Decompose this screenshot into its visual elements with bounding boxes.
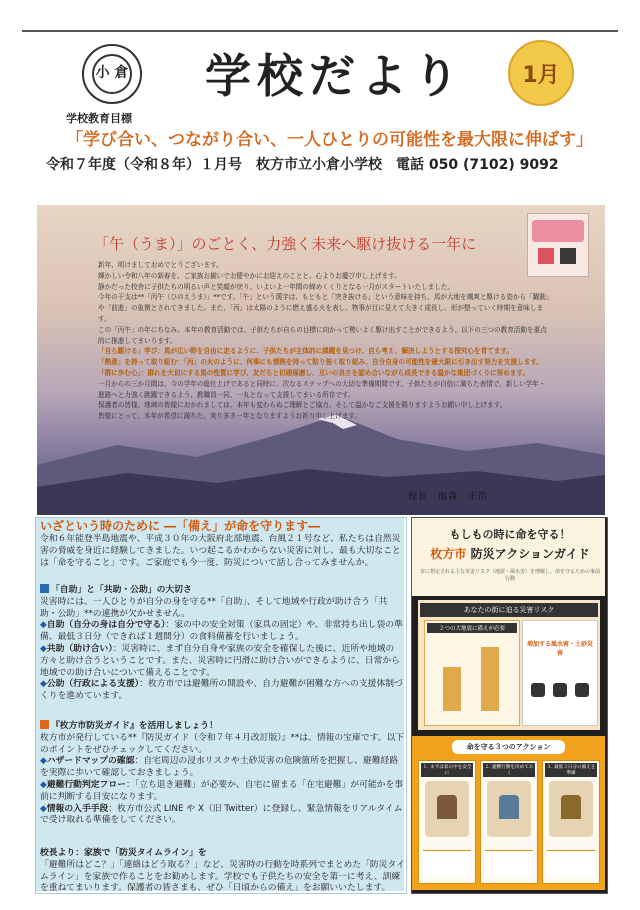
section-timeline: 校長より：家族で「防災タイムライン」を 「避難所はどこ？」「連絡はどう取る？」など、災害時の行動を時系列でまとめた「防災タイムライン」を家族で作ることをお勧めします。学校でも子供たちの安全を第一に考え、訓練を重ねてまいります。保護者の皆さまも、ぜひ「日頃からの備え」をお願いいたします。 — [40, 848, 405, 894]
message-body: 新年、明けましておめでとうございます。 輝かしい令和八年の新春を、ご家族お揃いでお健やかにお迎えのことと、心よりお慶び申し上げます。 静かだった校舎に子供たちの明るい声と笑顔が戻り、いよいよ一年間の締めくくりとなる一月がスタートいたしました。 今年の干支は**「丙午（ひのえうま）」**です。「午」という漢字は、もともと「突き抜ける」という意味を持ち、馬が大地を颯爽と駆ける姿から「躍動」や「前進」の象徴とされてきました。また、「丙」は太陽のように燃え盛る火を表し、物事が目に見えて大きく成長し、形が整っていく時期を意味します。 この「丙午」の年にちなみ、本年の教育活動では、子供たちが自らの目標に向かって勢いよく駆け出すことができるよう、以下の三つの教育活動を重点的に推進してまいります。 「自ら駆ける」学び：馬が広い野を自由に走るように、子供たちが主体的に課題を見つけ、自ら考え、解決しようとする探究心を育てます。 「熱意」を持って取り組む：「丙」の火のように、何事にも情熱を持って粘り強く取り組み、自分自身の可能性を最大限に引き出す努力を支援します。 「群に歩む心」：群れを大切にする馬の性質に学び、友だちと切磋琢磨し、互いの良さを認め合いながら成長できる温かな集団づくりに努めます。 一月からの三か月間は、今の学年の総仕上げであると同時に、次なるステップへの大切な準備期間です。子供たちが自信に満ちた表情で、新しい学年・進路へと力強く跳躍できるよう、教職員一同、一丸となって支援してまいる所存です。 保護者の皆様、地域の皆様におかれましては、本年も変わらぬご理解とご協力、そして温かなご支援を賜りますようお願い申し上げます。 皆様にとって、本年が希望に満ちた、実り多き一年となりますようお祈り申し上げます。 — [98, 261, 550, 421]
action-card-2: ２. 避難行動を決めておく — [480, 760, 538, 884]
guide-subtitle: 市に想定される主な災害リスク（地震・風水害）を理解し、命を守るための事前行動 — [420, 569, 600, 582]
rain-icon — [531, 683, 545, 697]
risk-bar — [443, 667, 461, 711]
guide-line1: もしもの時に命を守る！ — [449, 528, 571, 541]
top-rule — [22, 30, 618, 32]
action-card-1: １. まずは家の中を安全に — [418, 760, 476, 884]
newsletter-title: 学校だより — [205, 49, 465, 103]
guide-title: 枚方市 防災アクションガイド — [430, 547, 590, 561]
disaster-intro: 令和６年能登半島地震や、平成３０年の大阪府北部地震、台風２１号など、私たちは自然災害の脅威を身近に経験してきました。いつ起こるかわからない災害に対し、最も大切なことは「命を守ること」です。ご家庭でも今一度、防災について話し合ってみませんか。 — [40, 534, 401, 568]
issue-line: 令和７年度（令和８年）１月号 枚方市立小倉小学校 電話 050 (7102) 9092 — [46, 157, 559, 173]
principal-signature: 校長 雨森 正浩 — [408, 492, 489, 502]
disaster-heading: いざという時のために ―「備え」が命を守ります― — [40, 519, 321, 533]
disaster-column-background — [36, 518, 404, 891]
school-emblem-icon: 小 倉 — [82, 44, 142, 104]
section-guide: 『枚方市防災ガイド』を活用しましょう！ 枚方市が発行している**『防災ガイド（令和７年４月改訂版）』**は、情報の宝庫です。以下のポイントをぜひチェックしてください。 ◆ハザードマップの確認：自宅周辺の浸水リスクや土砂災害の危険箇所を把握し、避難経路を実際に歩いて確認しておきましょう。 ◆避難行動判定フロー：「立ち退き避難」が必要か、自宅に留まる「在宅避難」が可能かを事前に判断する目安になります。 ◆情報の入手手段：枚方市公式 LINE や X（旧 Twitter）に登録し、緊急情報をリアルタイムで受け取れる準備をしてください。 — [40, 721, 405, 826]
message-title: 「午（うま）」のごとく、力強く未来へ駆け抜ける一年に — [94, 235, 477, 253]
three-actions-panel: 命を守る３つのアクション １. まずは家の中を安全に ２. 避難行動を決めておく ３. 最低３日分の備えを準備 — [412, 736, 605, 890]
earthquake-risk-box: ２つの大地震に備えが必要 — [424, 620, 520, 726]
school-goal: 「学び合い、つながり合い、一人ひとりの可能性を最大限に伸ばす」 — [66, 130, 593, 150]
house-icon — [553, 683, 567, 697]
goal-label: 学校教育目標 — [66, 112, 132, 125]
section-self-help: 「自助」と「共助・公助」の大切さ 災害時には、一人ひとりが自分の身を守る**「自助」、そして地域や行政が助け合う「共助・公助」**の連携が欠かせません。 ◆自助（自分の身は自分で守る）：家の中の安全対策（家具の固定）や、非常持ち出し袋の準備、最低３日分（できれば１週間分）の食料備蓄を行いましょう。 ◆共助（助け合い）：災害時に、まず自分自身や家族の安全を確保した後に、近所や地域の方々と助け合うということです。また、災害時に円滑に助け合いができるように、日常から地域での助け合いについて備えることです。 ◆公助（行政による支援）：枚方市では避難所の開設や、自力避難が困難な方への支援体制づくりを進めています。 — [40, 585, 403, 702]
flood-risk-box: 増加する風水害・土砂災害 — [522, 620, 598, 726]
risk-header: あなたの街に迫る災害リスク — [420, 603, 598, 617]
landslide-icon — [575, 683, 589, 697]
month-badge: 1月 — [508, 40, 574, 106]
risk-bar — [481, 647, 499, 711]
action-card-3: ３. 最低３日分の備えを準備 — [542, 760, 600, 884]
